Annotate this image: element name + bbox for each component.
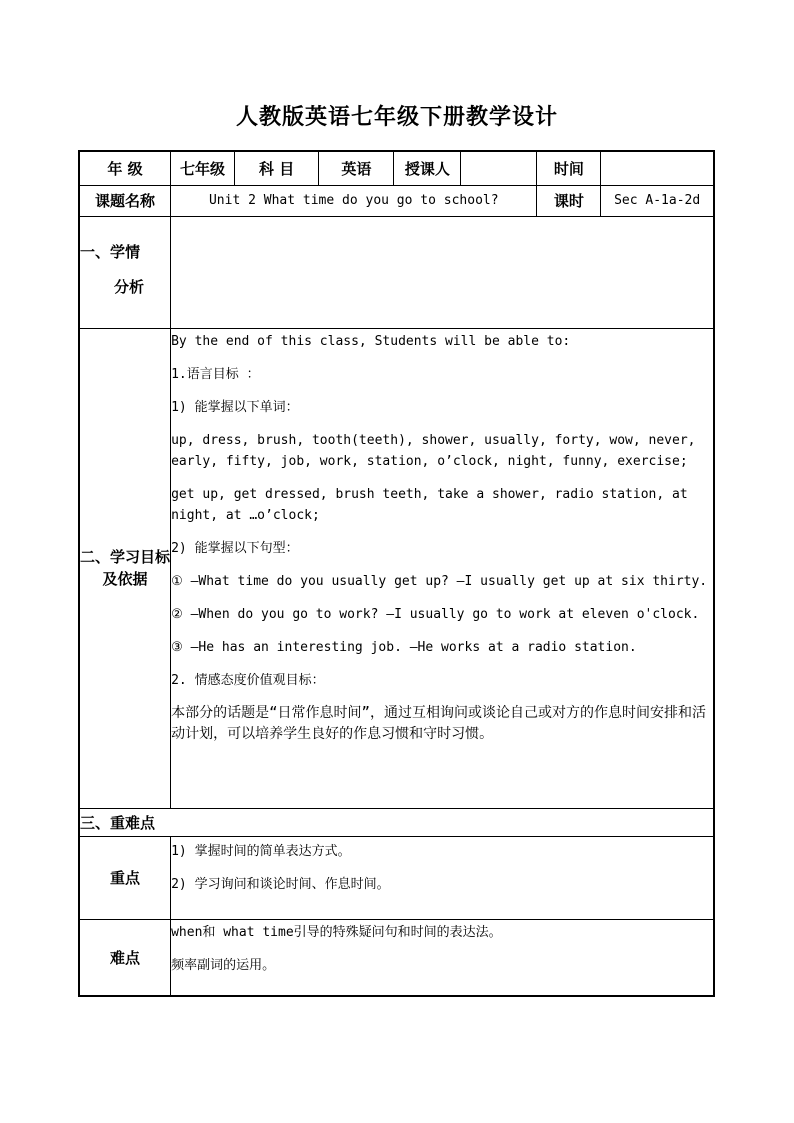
key-point-2: 2) 学习询问和谈论时间、作息时间。	[171, 876, 390, 892]
sentence-3: ③ —He has an interesting job. —He works at a radio station.	[171, 639, 637, 655]
header-row	[79, 151, 714, 185]
key-label: 重点	[79, 836, 171, 919]
topic-row	[79, 185, 714, 216]
section2-label: 二、学习目标及依据	[79, 328, 171, 808]
intro-text: By the end of this class, Students will be able to:	[171, 333, 571, 349]
section3-label: 三、重难点	[79, 808, 714, 836]
key-content	[171, 836, 714, 919]
subject-value: 英语	[319, 151, 394, 185]
key-points-row	[79, 836, 714, 919]
difficult-point-2: 频率副词的运用。	[171, 957, 276, 973]
emotion-title: 2. 情感态度价值观目标：	[171, 672, 325, 688]
teacher-value	[461, 151, 537, 185]
section1-label	[79, 216, 171, 328]
topic-value: Unit 2 What time do you go to school?	[171, 185, 537, 216]
subject-label: 科 目	[234, 151, 318, 185]
section2-row	[79, 328, 714, 808]
grade-label: 年 级	[79, 151, 171, 185]
section1-content	[171, 216, 714, 328]
teacher-label: 授课人	[394, 151, 461, 185]
section1-label-line2: 分析	[114, 277, 145, 296]
grade-value: 七年级	[171, 151, 235, 185]
sentence-1: ① —What time do you usually get up? —I usually get up at six thirty.	[171, 573, 708, 589]
section1-label-line1: 一、学情	[80, 242, 141, 261]
phrases-list: get up, get dressed, brush teeth, take a shower, radio station, at night, at …o’clock;	[171, 486, 688, 523]
period-value: Sec A-1a-2d	[601, 185, 714, 216]
time-value	[601, 151, 714, 185]
difficult-content	[171, 919, 714, 996]
topic-label: 课题名称	[79, 185, 171, 216]
key-point-1: 1) 掌握时间的简单表达方式。	[171, 843, 351, 859]
sentence-2: ② —When do you go to work? —I usually go to work at eleven o'clock.	[171, 606, 700, 622]
sentences-title: 2) 能掌握以下句型：	[171, 540, 299, 556]
section3-row	[79, 808, 714, 836]
emotion-text: 本部分的话题是“日常作息时间”，通过互相询问或谈论自己或对方的作息时间安排和活动计划，可以培养学生良好的作息习惯和守时习惯。	[171, 704, 706, 742]
section1-row	[79, 216, 714, 328]
words-list: up, dress, brush, tooth(teeth), shower, usually, forty, wow, never, early, fifty, job, work, station, o’clock, night, funny, exercise;	[171, 432, 696, 469]
words-title: 1) 能掌握以下单词：	[171, 399, 299, 415]
language-goal-title: 1.语言目标 ：	[171, 366, 260, 382]
lesson-plan-table	[78, 150, 715, 997]
period-label: 课时	[537, 185, 601, 216]
difficult-label: 难点	[79, 919, 171, 996]
section2-content	[171, 328, 714, 808]
time-label: 时间	[537, 151, 601, 185]
difficult-points-row	[79, 919, 714, 996]
document-title: 人教版英语七年级下册教学设计	[235, 104, 558, 130]
difficult-point-1: when和 what time引导的特殊疑问句和时间的表达法。	[171, 924, 502, 940]
